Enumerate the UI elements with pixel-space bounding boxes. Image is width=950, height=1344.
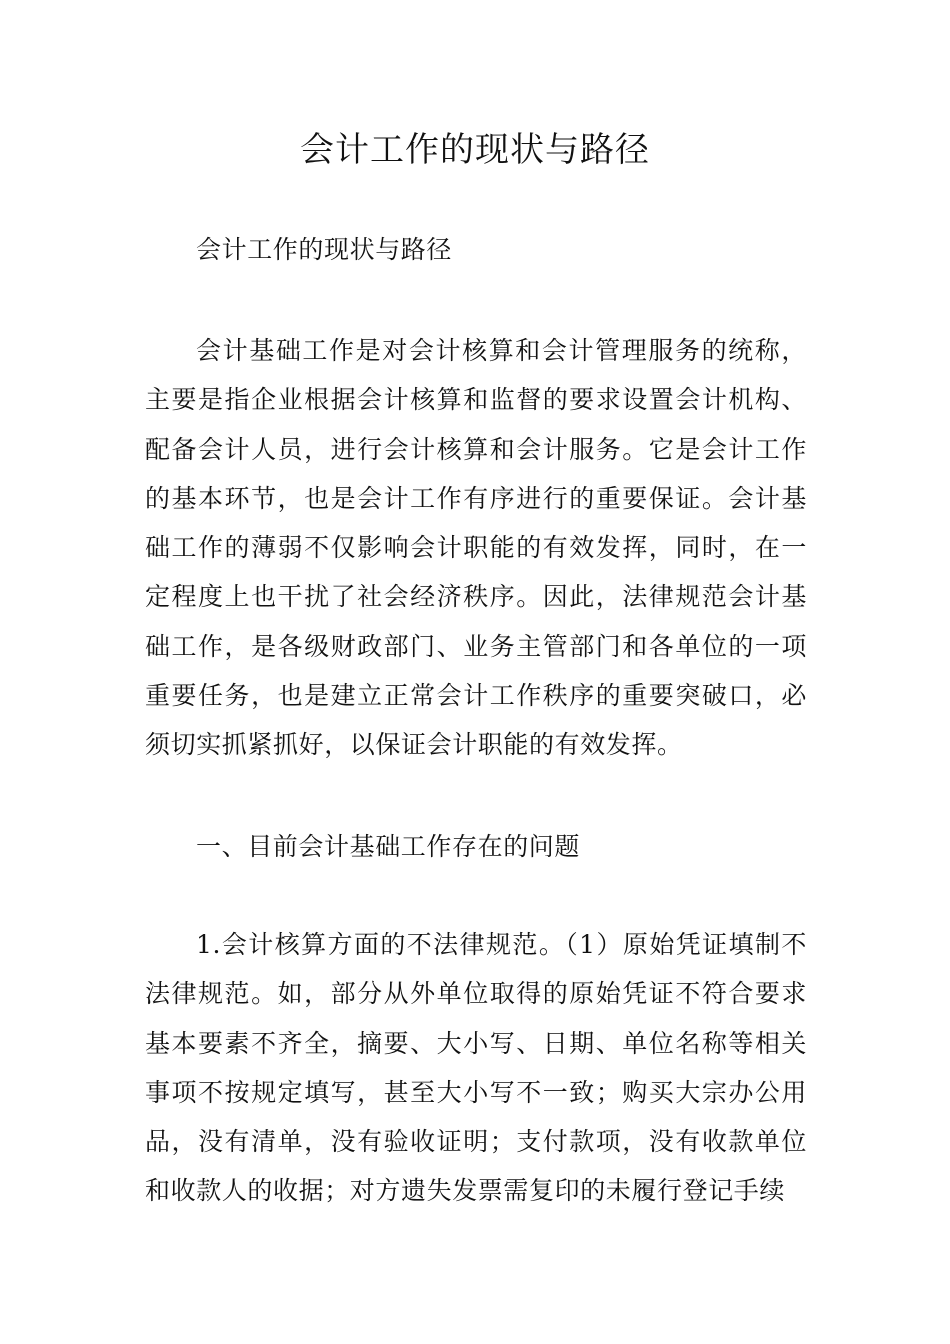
document-title: 会计工作的现状与路径 <box>300 130 650 170</box>
intro-paragraph: 会计基础工作是对会计核算和会计管理服务的统称，主要是指企业根据会计核算和监督的要求设置会计机构、配备会计人员，进行会计核算和会计服务。它是会计工作的基本环节，也是会计工作有序进行的重要保证。会计基础工作的薄弱不仅影响会计职能的有效发挥，同时，在一定程度上也干扰了社会经济秩序。因此，法律规范会计基础工作，是各级财政部门、业务主管部门和各单位的一项重要任务，也是建立正常会计工作秩序的重要突破口，必须切实抓紧抓好，以保证会计职能的有效发挥。 <box>145 336 807 760</box>
document-subtitle: 会计工作的现状与路径 <box>196 235 453 264</box>
section-paragraph: 1.会计核算方面的不法律规范。（1）原始凭证填制不法律规范。如，部分从外单位取得的原始凭证不符合要求基本要素不齐全，摘要、大小写、日期、单位名称等相关事项不按规定填写，甚至大小写不一致；购买大宗办公用品，没有清单，没有验收证明；支付款项，没有收款单位和收款人的收据；对方遗失发票需复印的未履行登记手续 <box>145 930 807 1206</box>
section-heading: 一、目前会计基础工作存在的问题 <box>196 832 581 861</box>
